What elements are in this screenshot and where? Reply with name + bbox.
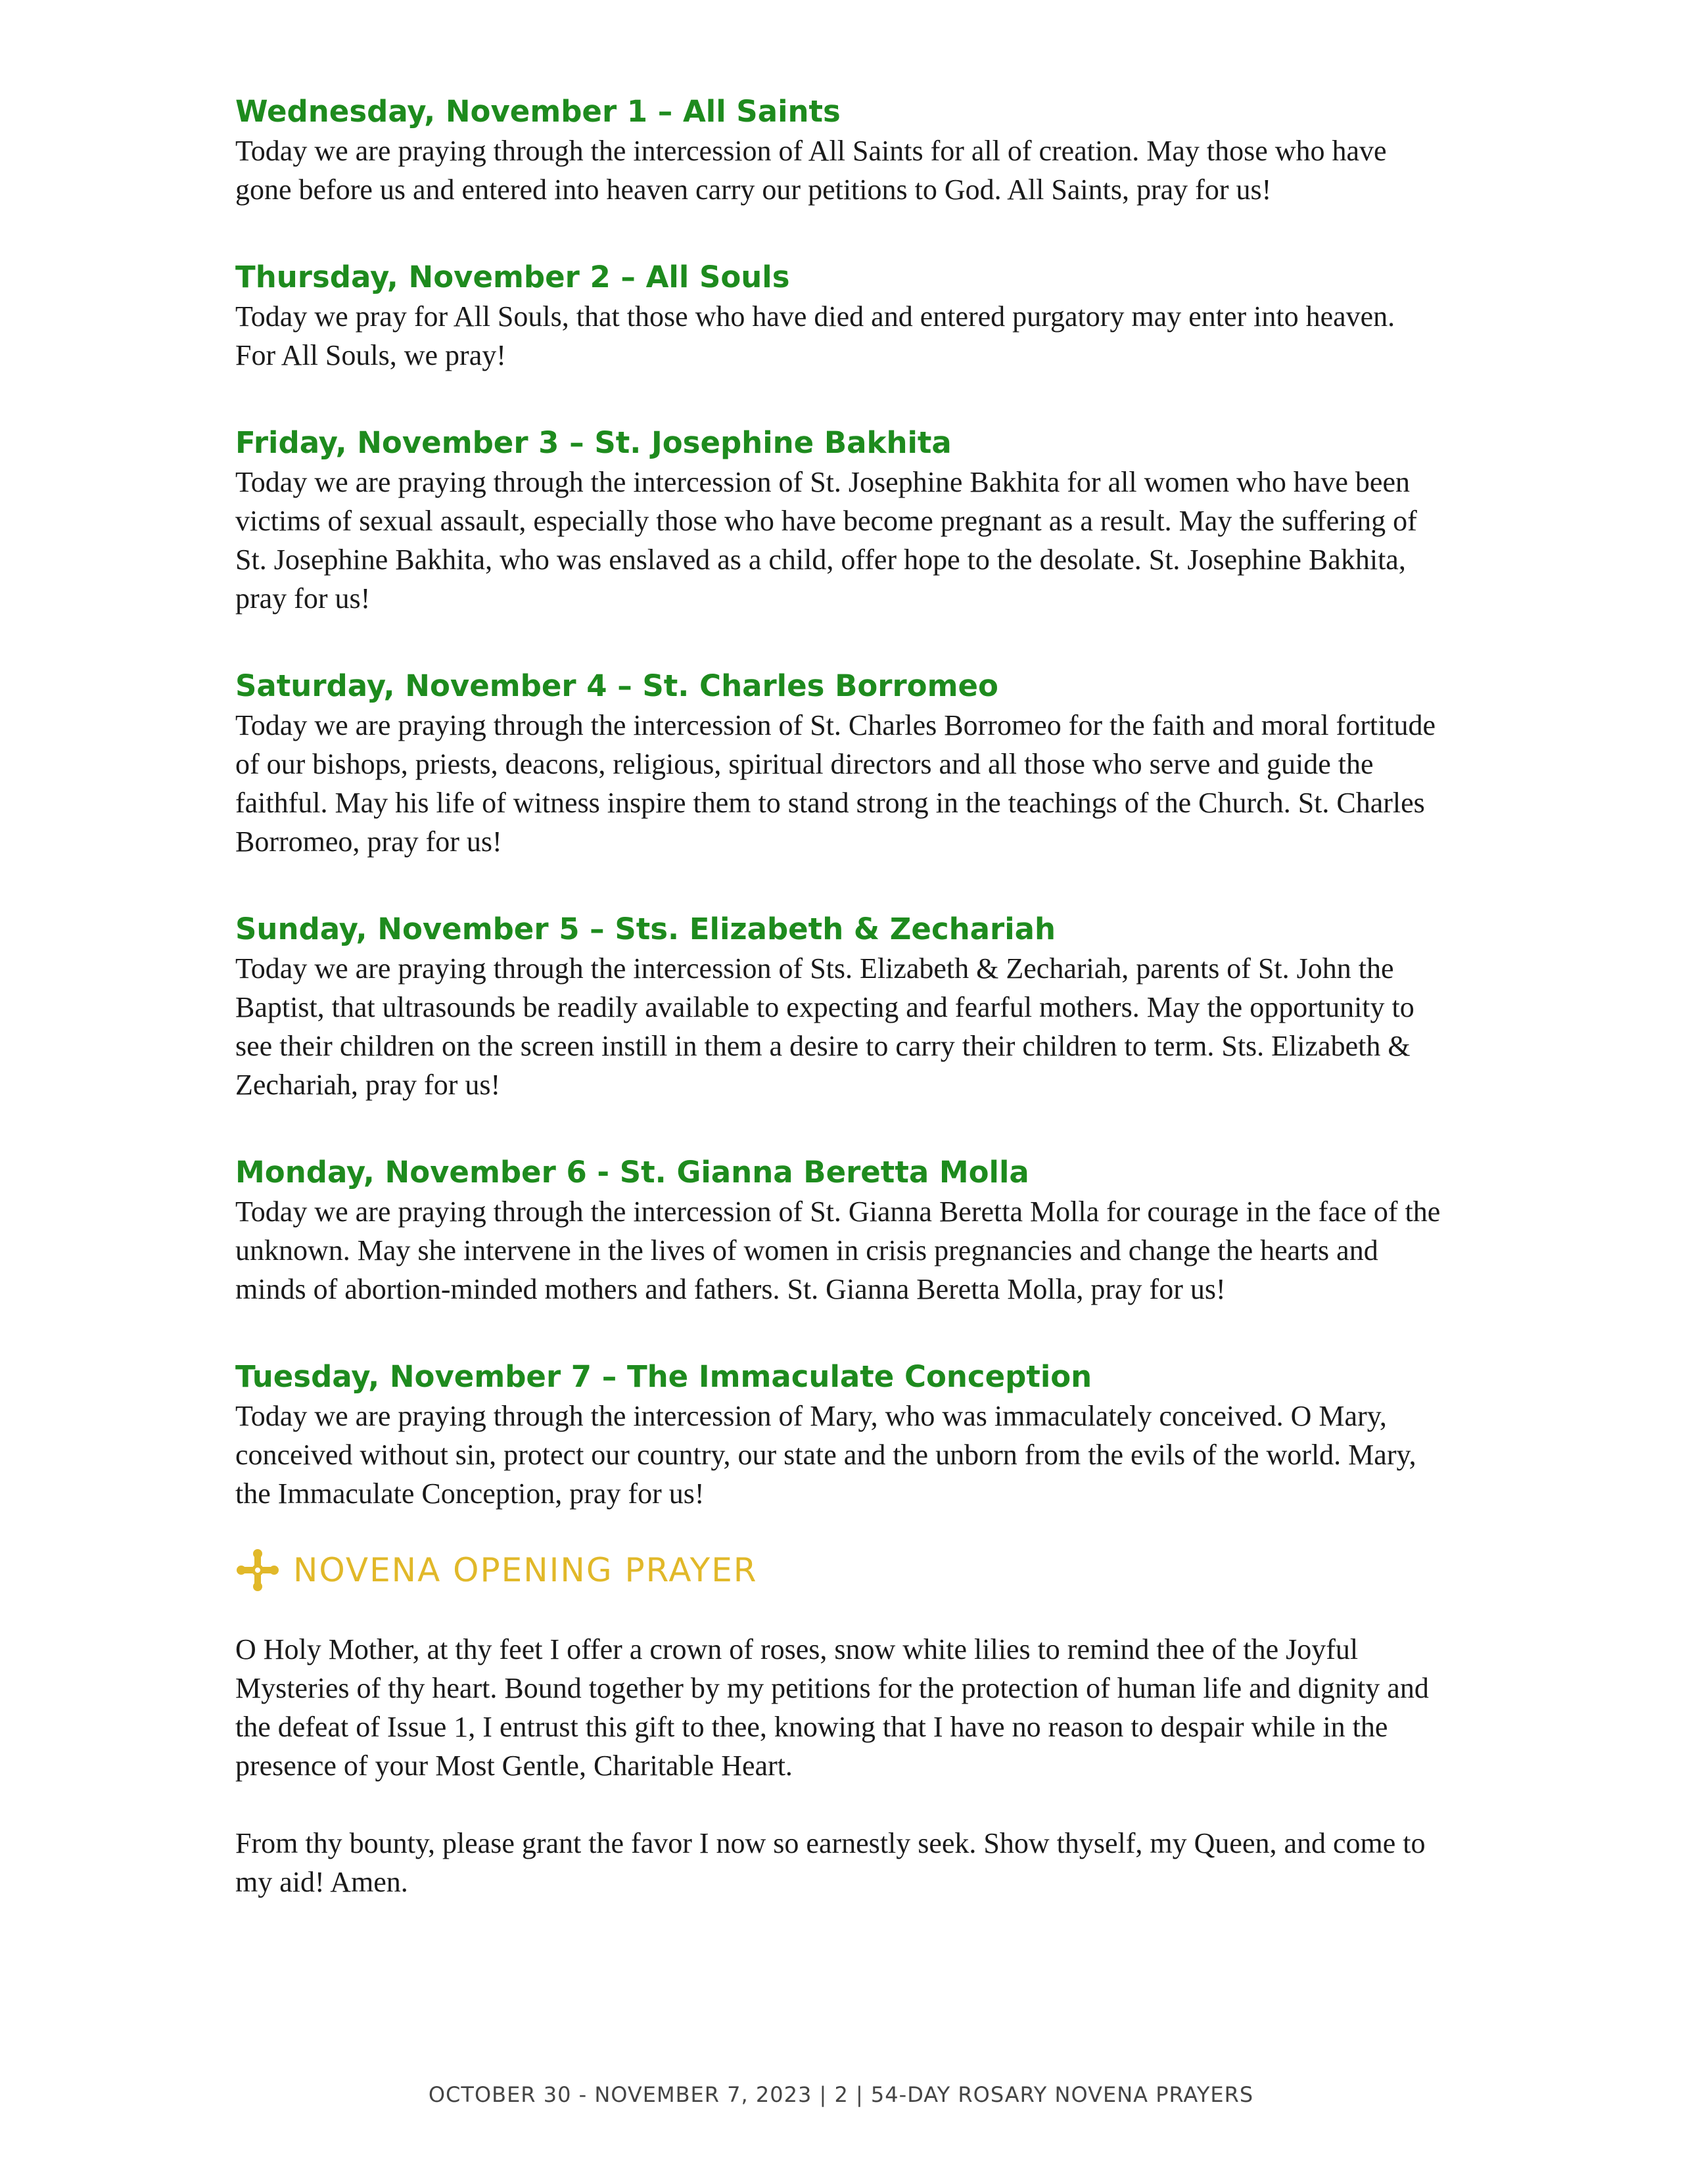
daily-intentions-list (235, 92, 1441, 1562)
day-text: Today we pray for All Souls, that those who have died and entered purgatory may enter into heaven. For All Souls, we pray! (235, 300, 1395, 371)
day-text: Today we are praying through the intercession of All Saints for all of creation. May those who have gone before us and entered into heaven carry our petitions to God. All Saints, pray for us! (235, 135, 1387, 206)
day-text: Today we are praying through the intercession of St. Josephine Bakhita for all women who have been victims of sexual assault, especially those who have become pregnant as a result. May the suffering of St. Josephine Bakhita, who was enslaved as a child, offer hope to the desolate. St. Josephine Bakhita, pray for us! (235, 466, 1417, 615)
day-heading: Sunday, November 5 – Sts. Elizabeth & Zechariah (235, 912, 1056, 946)
day-text: Today we are praying through the intercession of Sts. Elizabeth & Zechariah, parents of St. John the Baptist, that ultrasounds be readily available to expecting and fearful mothers. May the opportunity to see their children on the screen instill in them a desire to carry their children to term. Sts. Elizabeth & Zechariah, pray for us! (235, 952, 1414, 1101)
day-heading: Monday, November 6 - St. Gianna Beretta Molla (235, 1155, 1029, 1190)
day-entry-nov-1 (235, 92, 1441, 209)
day-heading: Wednesday, November 1 – All Saints (235, 94, 841, 129)
day-entry-nov-3 (235, 423, 1441, 618)
day-heading: Friday, November 3 – St. Josephine Bakhita (235, 425, 952, 460)
page-footer: OCTOBER 30 - NOVEMBER 7, 2023 | 2 | 54-DAY ROSARY NOVENA PRAYERS (428, 2082, 1254, 2107)
opening-prayer-text (235, 1630, 1441, 1940)
day-text: Today we are praying through the intercession of Mary, who was immaculately conceived. O Mary, conceived without sin, protect our country, our state and the unborn from the evils of the world. Mary, the Immaculate Conception, pray for us! (235, 1400, 1416, 1510)
prayer-paragraph: From thy bounty, please grant the favor I now so earnestly seek. Show thyself, my Queen, and come to my aid! Amen. (235, 1827, 1426, 1898)
cross-icon (235, 1548, 280, 1592)
section-title: NOVENA OPENING PRAYER (293, 1551, 758, 1589)
day-entry-nov-4 (235, 666, 1441, 861)
opening-prayer-heading (235, 1548, 758, 1592)
day-entry-nov-5 (235, 910, 1441, 1104)
day-text: Today we are praying through the intercession of St. Charles Borromeo for the faith and moral fortitude of our bishops, priests, deacons, religious, spiritual directors and all those who serve and guide the faithful. May his life of witness inspire them to stand strong in the teachings of the Church. St. Charles Borromeo, pray for us! (235, 709, 1436, 858)
day-entry-nov-2 (235, 258, 1441, 375)
day-text: Today we are praying through the intercession of St. Gianna Beretta Molla for courage in the face of the unknown. May she intervene in the lives of women in crisis pregnancies and change the hearts and minds of abortion-minded mothers and fathers. St. Gianna Beretta Molla, pray for us! (235, 1196, 1441, 1305)
day-heading: Thursday, November 2 – All Souls (235, 260, 790, 294)
day-heading: Saturday, November 4 – St. Charles Borromeo (235, 668, 998, 703)
prayer-paragraph: O Holy Mother, at thy feet I offer a crown of roses, snow white lilies to remind thee of the Joyful Mysteries of thy heart. Bound together by my petitions for the protection of human life and dignity and the defeat of Issue 1, I entrust this gift to thee, knowing that I have no reason to despair while in the presence of your Most Gentle, Charitable Heart. (235, 1633, 1429, 1782)
day-entry-nov-6 (235, 1153, 1441, 1309)
day-heading: Tuesday, November 7 – The Immaculate Conception (235, 1359, 1092, 1394)
day-entry-nov-7 (235, 1357, 1441, 1513)
